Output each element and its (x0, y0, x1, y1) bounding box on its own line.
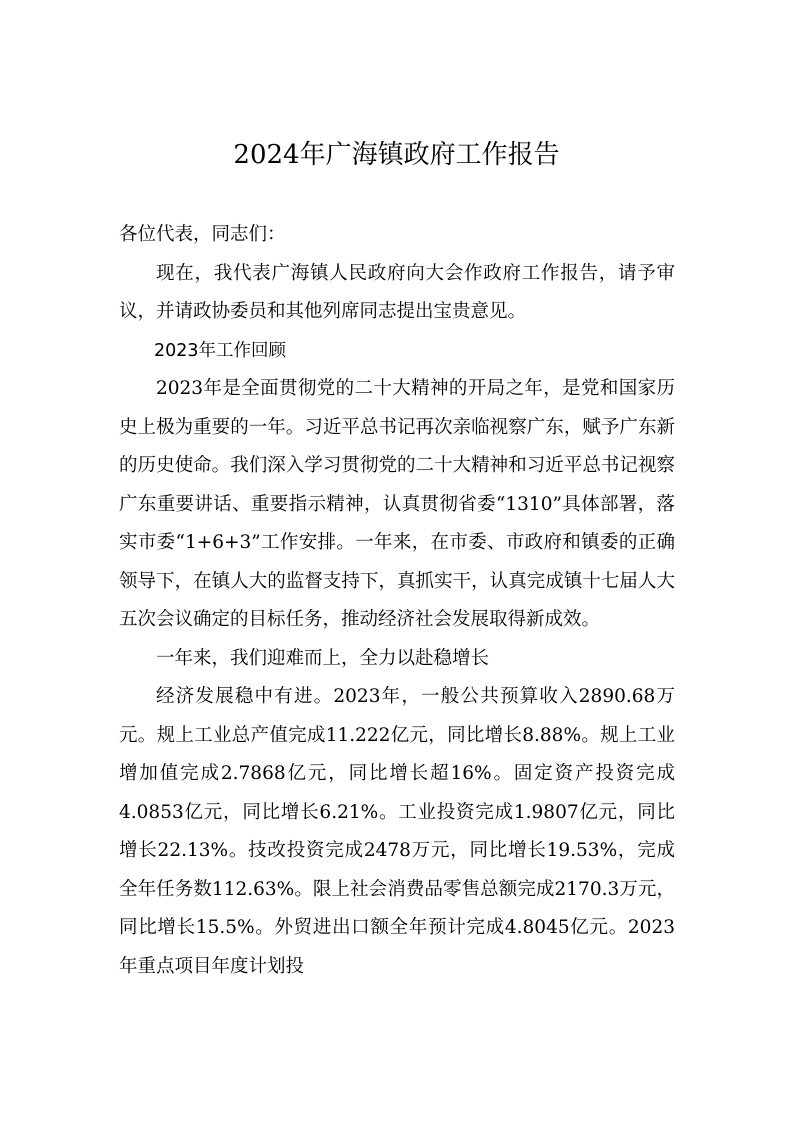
economy-paragraph: 经济发展稳中有进。2023年，一般公共预算收入2890.68万元。规上工业总产值完成11.222亿元，同比增长8.88%。规上工业增加值完成2.7868亿元，同比增长超16%。固定资产投资完成4.0853亿元，同比增长6.21%。工业投资完成1.9807亿元，同比增长22.13%。技改投资完成2478万元，同比增长19.53%，完成全年任务数112.63%。限上社会消费品零售总额完成2170.3万元，同比增长15.5%。外贸进出口额全年预计完成4.8045亿元。2023年重点项目年度计划投 (119, 686, 675, 977)
document-title: 2024年广海镇政府工作报告 (233, 140, 560, 170)
intro-paragraph: 现在，我代表广海镇人民政府向大会作政府工作报告，请予审议，并请政协委员和其他列席同志提出宝贵意见。 (119, 262, 675, 322)
section-heading: 2023年工作回顾 (154, 340, 287, 361)
subheading-paragraph: 一年来，我们迎难而上，全力以赴稳增长 (156, 647, 490, 669)
review-paragraph: 2023年是全面贯彻党的二十大精神的开局之年，是党和国家历史上极为重要的一年。习近平总书记再次亲临视察广东，赋予广东新的历史使命。我们深入学习贯彻党的二十大精神和习近平总书记视察广东重要讲话、重要指示精神，认真贯彻省委“1310”具体部署，落实市委“1+6+3”工作安排。一年来，在市委、市政府和镇委的正确领导下，在镇人大的监督支持下，真抓实干，认真完成镇十七届人大五次会议确定的目标任务，推动经济社会发展取得新成效。 (119, 378, 675, 630)
greeting-line: 各位代表，同志们： (119, 224, 286, 245)
document-body (119, 216, 675, 986)
